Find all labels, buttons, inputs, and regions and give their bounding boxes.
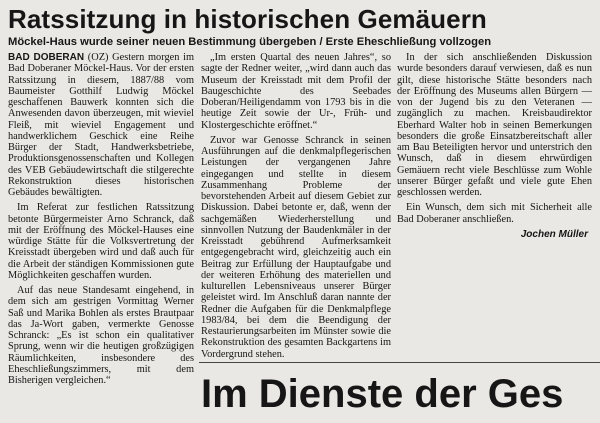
article-subheadline: Möckel-Haus wurde seiner neuen Bestimmung übergeben / Erste Eheschließung vollzogen [8,36,492,48]
paragraph: Auf das neue Standesamt eingehend, in dem sich am gestrigen Vormittag Werner Saß und Marika Bohlen als erstes Brautpaar das Ja-Wort gaben, vermerkte Genosse Schranck: „Es ist schon ein qualitativer Sprung, wenn wir die heutigen großzügigen Räumlichkeiten, insbesondere des Eheschließungszimmers, mit dem Bisherigen vergleichen.“ [8,285,194,386]
dateline: BAD DOBERAN [8,52,85,63]
paragraph: Im Referat zur festlichen Ratssitzung betonte Bürgermeister Arno Schranck, daß mit der Eröffnung des Möckel-Hauses eine würdige Stätte für die Volksvertretung der Kreisstadt übergeben wird und daß auch für die Arbeit der ständigen Kommissionen gute Möglichkeiten geschaffen wurden. [8,202,194,281]
lead-paragraph [8,52,194,198]
article-column-2 [201,52,391,377]
divider [199,362,600,363]
paragraph: „Im ersten Quartal des neuen Jahres“, so sagte der Redner weiter, „wird dann auch das Museum der Kreisstadt mit dem Profil der Baugeschichte des Seebades Doberan/Heiligendamm von 1793 bis in die heutige Zeit sowie der Ur-, Früh- und Klostergeschichte eröffnet.“ [201,52,391,131]
paragraph: In der sich anschließenden Diskussion wurde besonders darauf verwiesen, daß es nun gilt, diese historische Stätte besonders nach der Eröffnung des Museums allen Bürgern — von der Jugend bis zu den Veteranen — zugänglich zu machen. Kreisbaudirektor Eberhard Walter hob in seinen Bemerkungen besonders die große Einsatzbereitschaft aller am Bau Beteiligten hervor und unterstrich den Wunsch, daß in diesem ehrwürdigen Gemäuern recht viele Beschlüsse zum Wohle unserer Bürger gefaßt und viele gute Ehen geschlossen werden. [397,52,592,198]
paragraph: Ein Wunsch, dem sich mit Sicherheit alle Bad Doberaner anschließen. [397,202,592,225]
paragraph: Zuvor war Genosse Schranck in seinen Ausführungen auf die denkmalpflegerischen Leistungen der vergangenen Jahre eingegangen und stellte in diesem Zusammenhang Probleme der bevorstehenden Arbeit auf diesem Gebiet zur Diskussion. Dabei betonte er, daß, wenn der sachgemäßen Wiederherstellung und sinnvollen Nutzung der Baudenkmäler in der Kreisstadt gebührend Aufmerksamkeit entgegengebracht wird, gleichzeitig auch ein Beitrag zur Erfüllung der Hauptaufgabe und der weiteren Erhöhung des materiellen und kulturellen Lebensniveaus unserer Bürger geleistet wird. Im Anschluß daran nannte der Redner die Aufgaben für die Denkmalpflege 1983/84, bei dem die Beendigung der Restaurierungsarbeiten im Münster sowie die Rekonstruktion des gesamten Backgartens im Vordergrund stehen. [201,134,391,360]
article-headline: Ratssitzung in historischen Gemäuern [8,4,487,34]
article-column-3 [397,52,592,377]
author-signature: Jochen Müller [520,228,588,240]
next-article-headline: Im Dienste der Ges [201,372,564,416]
article-column-1 [8,52,194,423]
lead-text: (OZ) Gestern morgen im Bad Doberaner Möckel-Haus. Vor der ersten Ratssitzung in diesem, 1887/88 vom Baumeister Gotthilf Ludwig Möckel geschaffenen Bauwerk konnten sich die Anwesenden davon überzeugen, mit wieviel Fleiß, mit wieviel Engagement und handwerklichem Geschick eine Reihe Bürger der Stadt, Handwerksbetriebe, Produktionsgenossenschaften und Kollegen des VEB Gebäudewirtschaft die stilgerechte Rekonstruktion dieses historischen Gebäudes bewältigten. [8,52,194,198]
